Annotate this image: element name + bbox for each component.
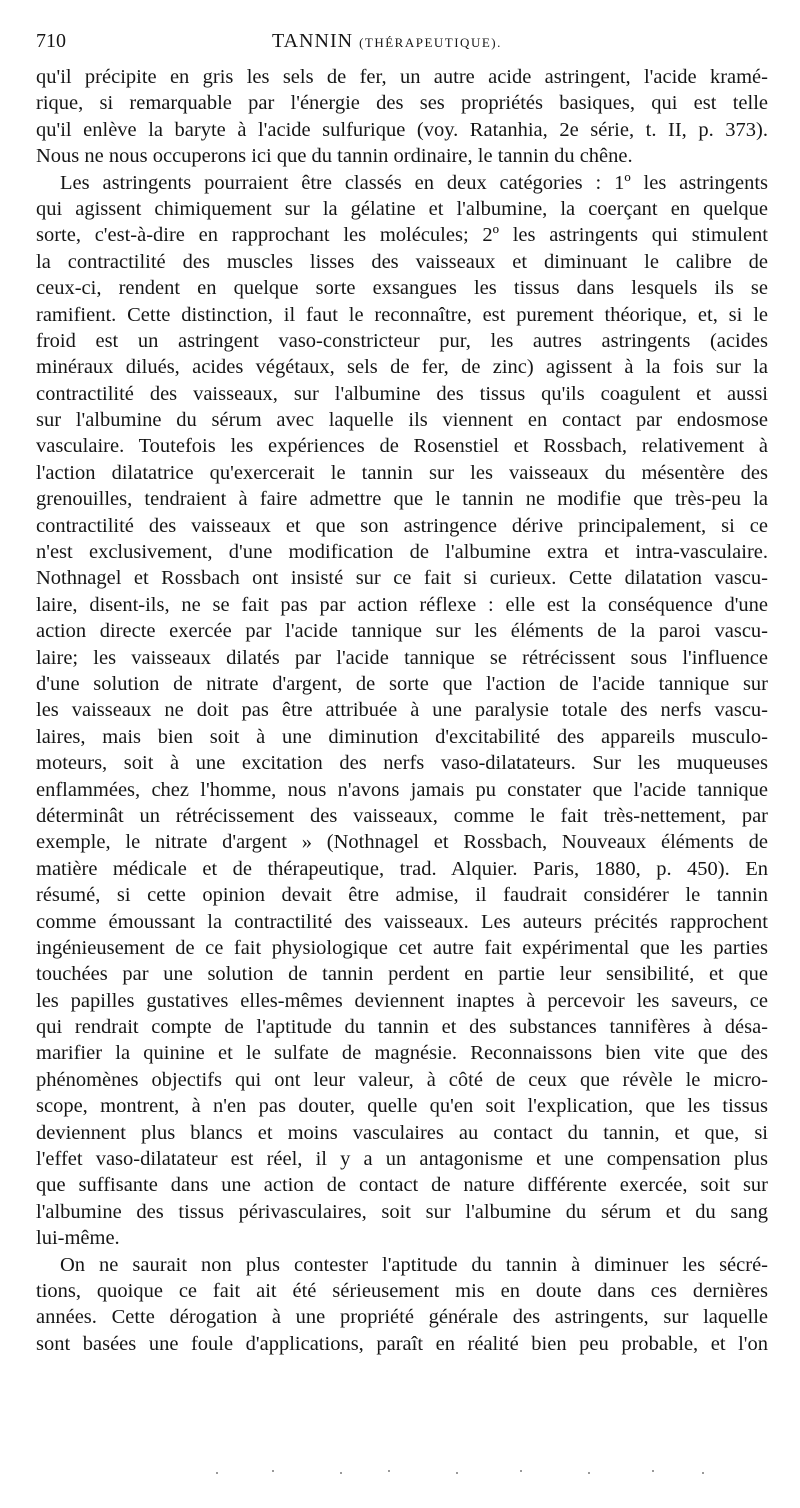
text-line: On ne saurait non plus contester l'aptitude du tannin à diminuer les sécré- (60, 1253, 768, 1276)
text-line: la contractilité des muscles lisses des vaisseaux et diminuant le calibre de (36, 250, 768, 273)
text-line: ingénieusement de ce fait physiologique cet autre fait expérimental que les parties (36, 936, 768, 959)
text-line: laires, mais bien soit à une diminution d'excitabilité des appareils musculo- (36, 725, 768, 748)
text-line: qu'il précipite en gris les sels de fer, un autre acide astringent, l'acide kramé- (36, 66, 768, 88)
text-line: exemple, le nitrate d'argent » (Nothnagel et Rossbach, Nouveaux éléments de (36, 831, 768, 854)
text-line: qu'il enlève la baryte à l'acide sulfurique (voy. Ratanhia, 2e série, t. II, p. 373). (36, 118, 768, 141)
text-line: touchées par une solution de tannin perdent en partie leur sensibilité, et que (36, 963, 768, 986)
speck (588, 1472, 590, 1474)
text-line: l'action dilatatrice qu'exercerait le tannin sur les vaisseaux du mésentère des (36, 461, 768, 484)
text-line: laire; les vaisseaux dilatés par l'acide tannique se rétrécissent sous l'influence (36, 646, 768, 669)
text-line: Les astringents pourraient être classés en deux catégories : 1º les astringents (60, 171, 768, 194)
text-line: sur l'albumine du sérum avec laquelle ils viennent en contact par endosmose (36, 409, 768, 432)
text-line: laire, disent-ils, ne se fait pas par action réflexe : elle est la conséquence d'une (36, 593, 768, 616)
speck (456, 1472, 458, 1474)
text-line: rique, si remarquable par l'énergie des ses propriétés basiques, qui est telle (36, 92, 768, 115)
text-line: que suffisante dans une action de contact de nature différente exercée, soit sur (36, 1174, 768, 1197)
text-line: les papilles gustatives elles-mêmes deviennent inaptes à percevoir les saveurs, ce (36, 989, 768, 1012)
text-line: n'est exclusivement, d'une modification de l'albumine extra et intra-vasculaire. (36, 541, 768, 564)
speck (702, 1472, 704, 1474)
speck (272, 1470, 274, 1472)
running-title-main: TANNIN (272, 30, 354, 52)
body-text (36, 64, 768, 1357)
text-line: grenouilles, tendraient à faire admettre que le tannin ne modifie que très-peu la (36, 488, 768, 511)
text-line: contractilité des vaisseaux et que son astringence dérive principalement, si ce (36, 514, 768, 537)
speck (216, 1472, 218, 1474)
text-line: scope, montrent, à n'en pas douter, quelle qu'en soit l'explication, que les tissus (36, 1095, 768, 1118)
text-line: qui rendrait compte de l'aptitude du tannin et des substances tannifères à désa- (36, 1016, 768, 1039)
text-line: années. Cette dérogation à une propriété générale des astringents, sur laquelle (36, 1306, 768, 1329)
text-line: Nothnagel et Rossbach ont insisté sur ce fait si curieux. Cette dilatation vascu- (36, 567, 768, 590)
text-line: Nous ne nous occuperons ici que du tannin ordinaire, le tannin du chêne. (36, 145, 633, 168)
speck (388, 1470, 390, 1472)
text-line: phénomènes objectifs qui ont leur valeur, à côté de ceux que révèle le micro- (36, 1068, 768, 1091)
text-line: vasculaire. Toutefois les expériences de Rosenstiel et Rossbach, relativement à (36, 435, 768, 458)
text-line: déterminât un rétrécissement des vaisseaux, comme le fait très-nettement, par (36, 804, 768, 827)
text-line: résumé, si cette opinion devait être admise, il faudrait considérer le tannin (36, 884, 768, 907)
speck (652, 1470, 654, 1472)
text-line: tions, quoique ce fait ait été sérieusement mis en doute dans ces dernières (36, 1279, 768, 1302)
text-line: d'une solution de nitrate d'argent, de sorte que l'action de l'acide tannique sur (36, 672, 768, 695)
text-line: action directe exercée par l'acide tannique sur les éléments de la paroi vascu- (36, 620, 768, 643)
text-line: froid est un astringent vaso-constricteur pur, les autres astringents (acides (36, 329, 768, 352)
text-line: contractilité des vaisseaux, sur l'albumine des tissus qu'ils coagulent et aussi (36, 382, 768, 405)
page-header (36, 30, 768, 58)
text-line: sorte, c'est-à-dire en rapprochant les molécules; 2º les astringents qui stimulent (36, 224, 768, 247)
page-number: 710 (36, 30, 66, 52)
text-line: sont basées une foule d'applications, paraît en réalité bien peu probable, et l'on (36, 1332, 768, 1355)
text-line: minéraux dilués, acides végétaux, sels de fer, de zinc) agissent à la fois sur la (36, 356, 768, 379)
text-line: marifier la quinine et le sulfate de magnésie. Reconnaissons bien vite que des (36, 1042, 768, 1065)
text-line: les vaisseaux ne doit pas être attribuée à une paralysie totale des nerfs vascu- (36, 699, 768, 722)
running-title (272, 30, 502, 53)
text-line: l'albumine des tissus périvasculaires, soit sur l'albumine du sérum et du sang (36, 1200, 768, 1223)
text-line: qui agissent chimiquement sur la gélatine et l'albumine, la coerçant en quelque (36, 197, 768, 220)
text-line: comme émoussant la contractilité des vaisseaux. Les auteurs précités rapprochent (36, 910, 768, 933)
speck (340, 1472, 342, 1474)
speck (520, 1470, 522, 1472)
text-line: enflammées, chez l'homme, nous n'avons jamais pu constater que l'acide tannique (36, 778, 768, 801)
text-line: ramifient. Cette distinction, il faut le reconnaître, est purement théorique, et, si le (36, 303, 768, 326)
text-line: l'effet vaso-dilatateur est réel, il y a un antagonisme et une compensation plus (36, 1148, 768, 1171)
text-line: deviennent plus blancs et moins vasculaires au contact du tannin, et que, si (36, 1121, 768, 1144)
text-line: lui-même. (36, 1227, 120, 1250)
running-title-sub: (THÉRAPEUTIQUE). (359, 35, 502, 50)
text-line: ceux-ci, rendent en quelque sorte exsangues les tissus dans lesquels ils se (36, 277, 768, 300)
text-line: moteurs, soit à une excitation des nerfs vaso-dilatateurs. Sur les muqueuses (36, 752, 768, 775)
text-line: matière médicale et de thérapeutique, trad. Alquier. Paris, 1880, p. 450). En (36, 857, 768, 880)
page-footer-specks (36, 1466, 768, 1480)
